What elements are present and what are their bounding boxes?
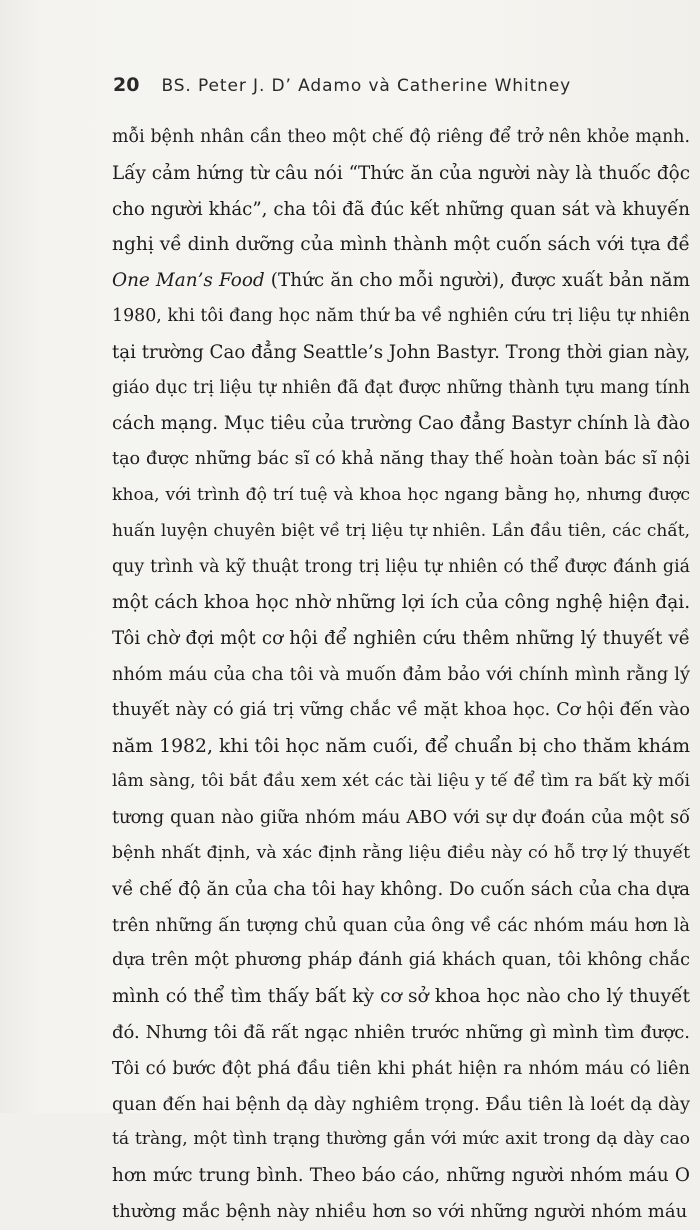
text-line: Tôi có bước đột phá đầu tiên khi phát hiện ra nhóm máu có liên: [112, 1057, 690, 1079]
page-header: [113, 74, 571, 104]
text-line: lâm sàng, tôi bắt đầu xem xét các tài liệu y tế để tìm ra bất kỳ mối: [112, 771, 690, 792]
text-line: 1980, khi tôi đang học năm thứ ba về nghiên cứu trị liệu tự nhiên: [112, 305, 690, 326]
text-line: nghị về dinh dưỡng của mình thành một cuốn sách với tựa đề: [112, 234, 690, 256]
text-line: đó. Nhưng tôi đã rất ngạc nhiên trước những gì mình tìm được.: [112, 1021, 690, 1043]
text-line: giáo dục trị liệu tự nhiên đã đạt được những thành tựu mang tính: [112, 377, 690, 398]
text-line: tương quan nào giữa nhóm máu ABO với sự dự đoán của một số: [112, 807, 690, 829]
text-line: cách mạng. Mục tiêu của trường Cao đẳng Bastyr chính là đào: [112, 413, 690, 435]
body-text: [112, 120, 690, 1230]
text-line: nhóm máu của cha tôi và muốn đảm bảo với chính mình rằng lý: [112, 663, 690, 685]
text-line: bệnh nhất định, và xác định rằng liệu điều này có hỗ trợ lý thuyết: [112, 842, 690, 863]
text-segment: (Thức ăn cho mỗi người), được xuất bản năm: [264, 270, 690, 292]
text-line: mình có thể tìm thấy bất kỳ cơ sở khoa học nào cho lý thuyết: [112, 986, 690, 1008]
text-line: [112, 263, 690, 299]
text-line: cho người khác”, cha tôi đã đúc kết những quan sát và khuyến: [112, 198, 690, 220]
text-line: thường mắc bệnh này nhiều hơn so với những người nhóm máu: [112, 1200, 688, 1222]
text-line: thuyết này có giá trị vững chắc về mặt khoa học. Cơ hội đến vào: [112, 699, 690, 720]
text-line: mỗi bệnh nhân cần theo một chế độ riêng để trở nên khỏe mạnh.: [112, 127, 690, 147]
text-line: trên những ấn tượng chủ quan của ông về các nhóm máu hơn là: [112, 914, 690, 936]
text-line: tại trường Cao đẳng Seattle’s John Bastyr. Trong thời gian này,: [112, 341, 690, 363]
text-line: quy trình và kỹ thuật trong trị liệu tự nhiên có thể được đánh giá: [112, 556, 690, 577]
text-line: năm 1982, khi tôi học năm cuối, để chuẩn bị cho thăm khám: [112, 735, 690, 757]
text-line: tá tràng, một tình trạng thường gắn với mức axit trong dạ dày cao: [112, 1129, 690, 1150]
text-line: Lấy cảm hứng từ câu nói “Thức ăn của người này là thuốc độc: [112, 162, 690, 184]
text-line: về chế độ ăn của cha tôi hay không. Do cuốn sách của cha dựa: [112, 878, 690, 900]
book-title: One Man’s Food: [112, 270, 265, 292]
text-line: quan đến hai bệnh dạ dày nghiêm trọng. Đầu tiên là loét dạ dày: [112, 1093, 690, 1115]
page-number: 20: [113, 74, 140, 96]
text-line: hơn mức trung bình. Theo báo cáo, những người nhóm máu O: [112, 1165, 690, 1187]
text-line: Tôi chờ đợi một cơ hội để nghiên cứu thêm những lý thuyết về: [112, 628, 690, 650]
text-line: một cách khoa học nhờ những lợi ích của công nghệ hiện đại.: [112, 592, 690, 614]
text-line: dựa trên một phương pháp đánh giá khách quan, tôi không chắc: [112, 950, 690, 971]
text-line: tạo được những bác sĩ có khả năng thay thế hoàn toàn bác sĩ nội: [112, 449, 690, 470]
text-line: khoa, với trình độ trí tuệ và khoa học ngang bằng họ, nhưng được: [112, 484, 690, 505]
text-line: huấn luyện chuyên biệt về trị liệu tự nhiên. Lần đầu tiên, các chất,: [112, 520, 690, 541]
running-title: BS. Peter J. D’ Adamo và Catherine Whitney: [161, 76, 572, 96]
